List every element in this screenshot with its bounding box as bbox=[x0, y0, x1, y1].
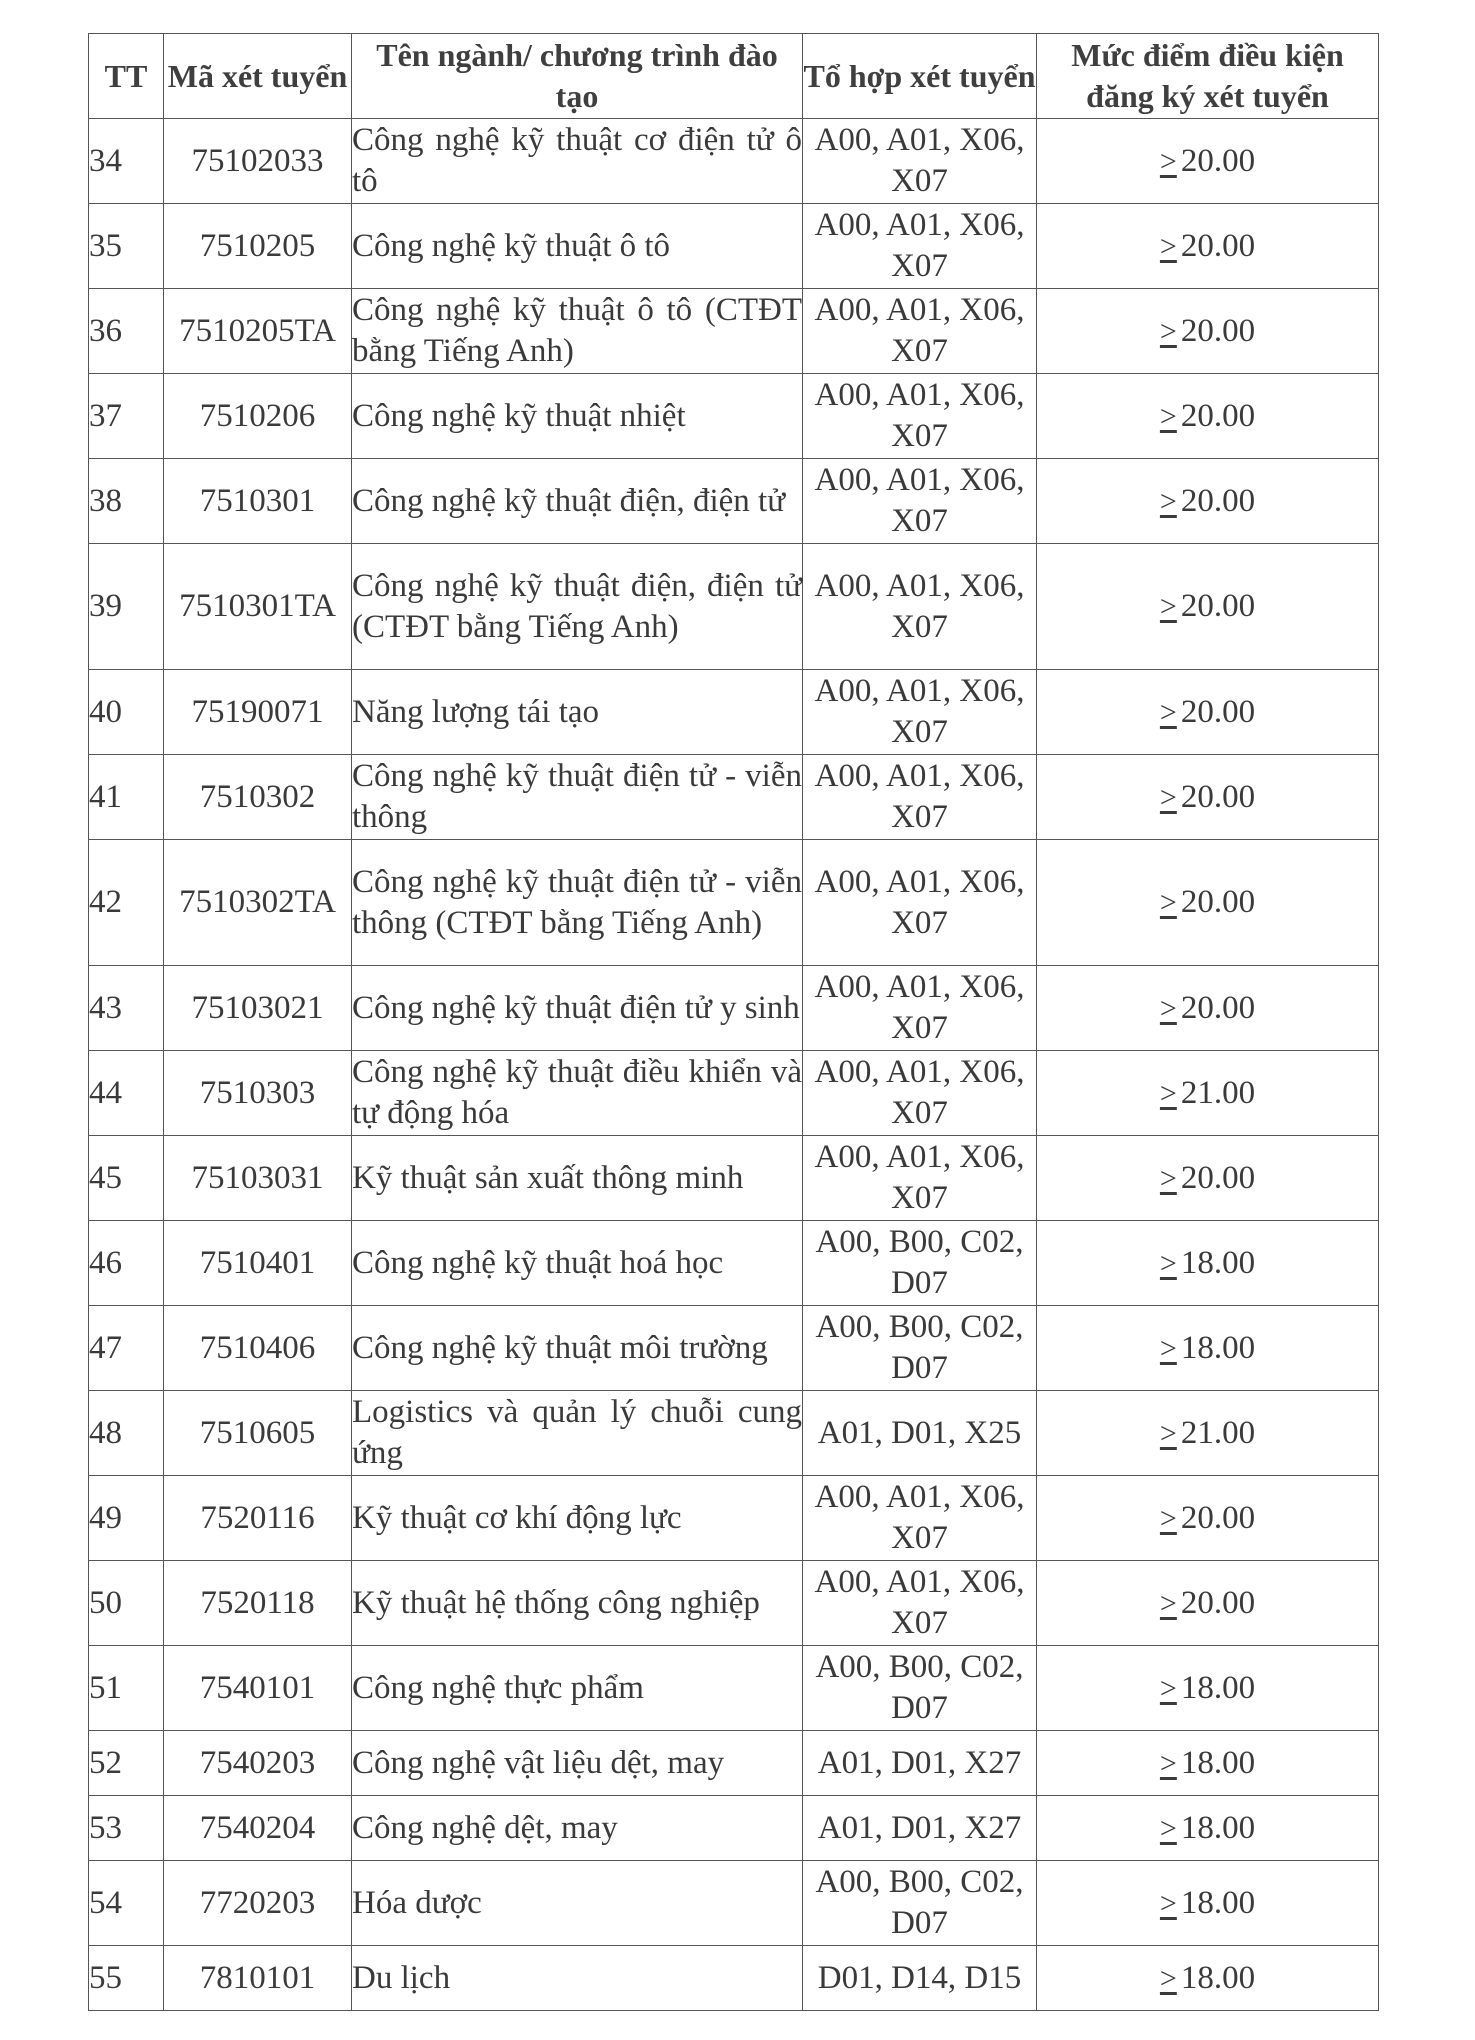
greater-or-equal-icon: > bbox=[1159, 1811, 1177, 1845]
admission-code: 7510605 bbox=[164, 1391, 352, 1476]
minimum-score bbox=[1037, 544, 1379, 670]
admission-code: 75103021 bbox=[164, 966, 352, 1051]
admission-code: 7510302TA bbox=[164, 840, 352, 966]
row-number: 50 bbox=[89, 1561, 164, 1646]
admission-code: 7510302 bbox=[164, 755, 352, 840]
minimum-score bbox=[1037, 1646, 1379, 1731]
subject-combination: D01, D14, D15 bbox=[803, 1946, 1037, 2011]
subject-combination: A00, A01, X06, X07 bbox=[803, 374, 1037, 459]
greater-or-equal-icon: > bbox=[1159, 1501, 1177, 1535]
program-name: Công nghệ kỹ thuật điện, điện tử bbox=[352, 459, 803, 544]
header-tt: TT bbox=[89, 34, 164, 119]
greater-or-equal-icon: > bbox=[1159, 229, 1177, 263]
table-row bbox=[89, 459, 1379, 544]
minimum-score bbox=[1037, 204, 1379, 289]
program-name: Công nghệ dệt, may bbox=[352, 1796, 803, 1861]
row-number: 48 bbox=[89, 1391, 164, 1476]
greater-or-equal-icon: > bbox=[1159, 1671, 1177, 1705]
table-row bbox=[89, 1136, 1379, 1221]
table-header bbox=[89, 34, 1379, 119]
score-value: 18.00 bbox=[1180, 1884, 1256, 1921]
program-name: Công nghệ kỹ thuật cơ điện tử ô tô bbox=[352, 119, 803, 204]
greater-or-equal-icon: > bbox=[1159, 1416, 1177, 1450]
greater-or-equal-icon: > bbox=[1159, 991, 1177, 1025]
program-name: Kỹ thuật cơ khí động lực bbox=[352, 1476, 803, 1561]
table-row bbox=[89, 966, 1379, 1051]
admission-code: 7510301TA bbox=[164, 544, 352, 670]
minimum-score bbox=[1037, 1946, 1379, 2011]
table-row bbox=[89, 755, 1379, 840]
program-name: Năng lượng tái tạo bbox=[352, 670, 803, 755]
subject-combination: A00, A01, X06, X07 bbox=[803, 1051, 1037, 1136]
score-value: 18.00 bbox=[1180, 1669, 1256, 1706]
minimum-score bbox=[1037, 1561, 1379, 1646]
program-name: Công nghệ kỹ thuật điện tử y sinh bbox=[352, 966, 803, 1051]
score-value: 18.00 bbox=[1180, 1809, 1256, 1846]
admission-code: 7510206 bbox=[164, 374, 352, 459]
greater-or-equal-icon: > bbox=[1159, 1961, 1177, 1995]
program-name: Công nghệ kỹ thuật nhiệt bbox=[352, 374, 803, 459]
table-row bbox=[89, 840, 1379, 966]
row-number: 44 bbox=[89, 1051, 164, 1136]
admission-code: 75190071 bbox=[164, 670, 352, 755]
row-number: 35 bbox=[89, 204, 164, 289]
row-number: 38 bbox=[89, 459, 164, 544]
minimum-score bbox=[1037, 966, 1379, 1051]
greater-or-equal-icon: > bbox=[1159, 484, 1177, 518]
minimum-score bbox=[1037, 1861, 1379, 1946]
program-name: Hóa dược bbox=[352, 1861, 803, 1946]
subject-combination: A00, A01, X06, X07 bbox=[803, 1561, 1037, 1646]
admission-code: 75103031 bbox=[164, 1136, 352, 1221]
program-name: Kỹ thuật sản xuất thông minh bbox=[352, 1136, 803, 1221]
score-value: 20.00 bbox=[1180, 227, 1256, 264]
row-number: 36 bbox=[89, 289, 164, 374]
minimum-score bbox=[1037, 1476, 1379, 1561]
admission-code: 7510401 bbox=[164, 1221, 352, 1306]
greater-or-equal-icon: > bbox=[1159, 314, 1177, 348]
subject-combination: A00, A01, X06, X07 bbox=[803, 755, 1037, 840]
score-value: 18.00 bbox=[1180, 1329, 1256, 1366]
score-value: 18.00 bbox=[1180, 1744, 1256, 1781]
table-row bbox=[89, 1561, 1379, 1646]
score-value: 18.00 bbox=[1180, 1959, 1256, 1996]
row-number: 43 bbox=[89, 966, 164, 1051]
score-value: 20.00 bbox=[1180, 884, 1256, 920]
row-number: 40 bbox=[89, 670, 164, 755]
greater-or-equal-icon: > bbox=[1159, 144, 1177, 178]
subject-combination: A00, B00, C02, D07 bbox=[803, 1861, 1037, 1946]
subject-combination: A00, A01, X06, X07 bbox=[803, 670, 1037, 755]
admission-code: 7540203 bbox=[164, 1731, 352, 1796]
subject-combination: A00, A01, X06, X07 bbox=[803, 840, 1037, 966]
admission-code: 7540101 bbox=[164, 1646, 352, 1731]
program-name: Công nghệ kỹ thuật ô tô (CTĐT bằng Tiếng Anh) bbox=[352, 289, 803, 374]
admission-code: 7520116 bbox=[164, 1476, 352, 1561]
minimum-score bbox=[1037, 1306, 1379, 1391]
minimum-score bbox=[1037, 1391, 1379, 1476]
minimum-score bbox=[1037, 1796, 1379, 1861]
minimum-score bbox=[1037, 670, 1379, 755]
admission-table bbox=[88, 33, 1379, 2011]
row-number: 39 bbox=[89, 544, 164, 670]
row-number: 45 bbox=[89, 1136, 164, 1221]
admission-code: 7510205 bbox=[164, 204, 352, 289]
minimum-score bbox=[1037, 755, 1379, 840]
score-value: 20.00 bbox=[1180, 778, 1256, 815]
table-row bbox=[89, 1796, 1379, 1861]
admission-code: 7540204 bbox=[164, 1796, 352, 1861]
score-value: 20.00 bbox=[1180, 989, 1256, 1026]
program-name: Công nghệ kỹ thuật hoá học bbox=[352, 1221, 803, 1306]
subject-combination: A00, B00, C02, D07 bbox=[803, 1221, 1037, 1306]
subject-combination: A00, A01, X06, X07 bbox=[803, 289, 1037, 374]
admission-code: 7510303 bbox=[164, 1051, 352, 1136]
minimum-score bbox=[1037, 840, 1379, 966]
program-name: Công nghệ kỹ thuật điện tử - viễn thông (CTĐT bằng Tiếng Anh) bbox=[352, 840, 803, 966]
row-number: 37 bbox=[89, 374, 164, 459]
table-row bbox=[89, 670, 1379, 755]
subject-combination: A00, A01, X06, X07 bbox=[803, 119, 1037, 204]
program-name: Công nghệ kỹ thuật điện, điện tử (CTĐT bằng Tiếng Anh) bbox=[352, 544, 803, 670]
subject-combination: A00, B00, C02, D07 bbox=[803, 1306, 1037, 1391]
program-name: Công nghệ thực phẩm bbox=[352, 1646, 803, 1731]
score-value: 21.00 bbox=[1180, 1074, 1256, 1111]
subject-combination: A00, A01, X06, X07 bbox=[803, 1476, 1037, 1561]
minimum-score bbox=[1037, 1051, 1379, 1136]
program-name: Công nghệ kỹ thuật điều khiển và tự động hóa bbox=[352, 1051, 803, 1136]
table-body bbox=[89, 119, 1379, 2011]
program-name: Công nghệ kỹ thuật môi trường bbox=[352, 1306, 803, 1391]
greater-or-equal-icon: > bbox=[1159, 1246, 1177, 1280]
score-value: 20.00 bbox=[1180, 693, 1256, 730]
program-name: Kỹ thuật hệ thống công nghiệp bbox=[352, 1561, 803, 1646]
row-number: 55 bbox=[89, 1946, 164, 2011]
table-row bbox=[89, 119, 1379, 204]
greater-or-equal-icon: > bbox=[1159, 1886, 1177, 1920]
table-row bbox=[89, 544, 1379, 670]
table-row bbox=[89, 289, 1379, 374]
admission-code: 75102033 bbox=[164, 119, 352, 204]
program-name: Công nghệ vật liệu dệt, may bbox=[352, 1731, 803, 1796]
score-value: 20.00 bbox=[1180, 1499, 1256, 1536]
table-row bbox=[89, 1221, 1379, 1306]
row-number: 46 bbox=[89, 1221, 164, 1306]
row-number: 51 bbox=[89, 1646, 164, 1731]
greater-or-equal-icon: > bbox=[1159, 1076, 1177, 1110]
header-name: Tên ngành/ chương trình đào tạo bbox=[352, 34, 803, 119]
row-number: 49 bbox=[89, 1476, 164, 1561]
row-number: 47 bbox=[89, 1306, 164, 1391]
minimum-score bbox=[1037, 289, 1379, 374]
score-value: 20.00 bbox=[1180, 1584, 1256, 1621]
subject-combination: A00, B00, C02, D07 bbox=[803, 1646, 1037, 1731]
score-value: 20.00 bbox=[1180, 588, 1256, 624]
minimum-score bbox=[1037, 374, 1379, 459]
subject-combination: A00, A01, X06, X07 bbox=[803, 1136, 1037, 1221]
greater-or-equal-icon: > bbox=[1159, 780, 1177, 814]
minimum-score bbox=[1037, 1221, 1379, 1306]
score-value: 20.00 bbox=[1180, 312, 1256, 349]
row-number: 52 bbox=[89, 1731, 164, 1796]
table-row bbox=[89, 1391, 1379, 1476]
table-row bbox=[89, 1476, 1379, 1561]
minimum-score bbox=[1037, 1731, 1379, 1796]
admission-code: 7720203 bbox=[164, 1861, 352, 1946]
program-name: Công nghệ kỹ thuật điện tử - viễn thông bbox=[352, 755, 803, 840]
subject-combination: A01, D01, X25 bbox=[803, 1391, 1037, 1476]
score-value: 20.00 bbox=[1180, 142, 1256, 179]
greater-or-equal-icon: > bbox=[1159, 1161, 1177, 1195]
admission-code: 7510406 bbox=[164, 1306, 352, 1391]
program-name: Logistics và quản lý chuỗi cung ứng bbox=[352, 1391, 803, 1476]
subject-combination: A00, A01, X06, X07 bbox=[803, 459, 1037, 544]
minimum-score bbox=[1037, 1136, 1379, 1221]
table-row bbox=[89, 374, 1379, 459]
row-number: 34 bbox=[89, 119, 164, 204]
admission-code: 7510301 bbox=[164, 459, 352, 544]
score-value: 20.00 bbox=[1180, 1159, 1256, 1196]
row-number: 53 bbox=[89, 1796, 164, 1861]
header-code: Mã xét tuyển bbox=[164, 34, 352, 119]
row-number: 42 bbox=[89, 840, 164, 966]
header-score: Mức điểm điều kiện đăng ký xét tuyển bbox=[1037, 34, 1379, 119]
program-name: Công nghệ kỹ thuật ô tô bbox=[352, 204, 803, 289]
subject-combination: A01, D01, X27 bbox=[803, 1731, 1037, 1796]
table-row bbox=[89, 1646, 1379, 1731]
score-value: 20.00 bbox=[1180, 482, 1256, 519]
greater-or-equal-icon: > bbox=[1159, 1331, 1177, 1365]
score-value: 21.00 bbox=[1180, 1414, 1256, 1451]
table-row bbox=[89, 1051, 1379, 1136]
greater-or-equal-icon: > bbox=[1159, 1746, 1177, 1780]
greater-or-equal-icon: > bbox=[1159, 590, 1177, 623]
row-number: 41 bbox=[89, 755, 164, 840]
row-number: 54 bbox=[89, 1861, 164, 1946]
program-name: Du lịch bbox=[352, 1946, 803, 2011]
minimum-score bbox=[1037, 119, 1379, 204]
admission-code: 7810101 bbox=[164, 1946, 352, 2011]
score-value: 18.00 bbox=[1180, 1244, 1256, 1281]
subject-combination: A01, D01, X27 bbox=[803, 1796, 1037, 1861]
minimum-score bbox=[1037, 459, 1379, 544]
table-row bbox=[89, 1731, 1379, 1796]
table-row bbox=[89, 1861, 1379, 1946]
table-row bbox=[89, 204, 1379, 289]
admission-code: 7510205TA bbox=[164, 289, 352, 374]
header-combo: Tổ hợp xét tuyển bbox=[803, 34, 1037, 119]
greater-or-equal-icon: > bbox=[1159, 886, 1177, 919]
greater-or-equal-icon: > bbox=[1159, 1586, 1177, 1620]
table-row bbox=[89, 1946, 1379, 2011]
subject-combination: A00, A01, X06, X07 bbox=[803, 204, 1037, 289]
subject-combination: A00, A01, X06, X07 bbox=[803, 544, 1037, 670]
subject-combination: A00, A01, X06, X07 bbox=[803, 966, 1037, 1051]
table-row bbox=[89, 1306, 1379, 1391]
score-value: 20.00 bbox=[1180, 397, 1256, 434]
greater-or-equal-icon: > bbox=[1159, 695, 1177, 729]
admission-code: 7520118 bbox=[164, 1561, 352, 1646]
greater-or-equal-icon: > bbox=[1159, 399, 1177, 433]
